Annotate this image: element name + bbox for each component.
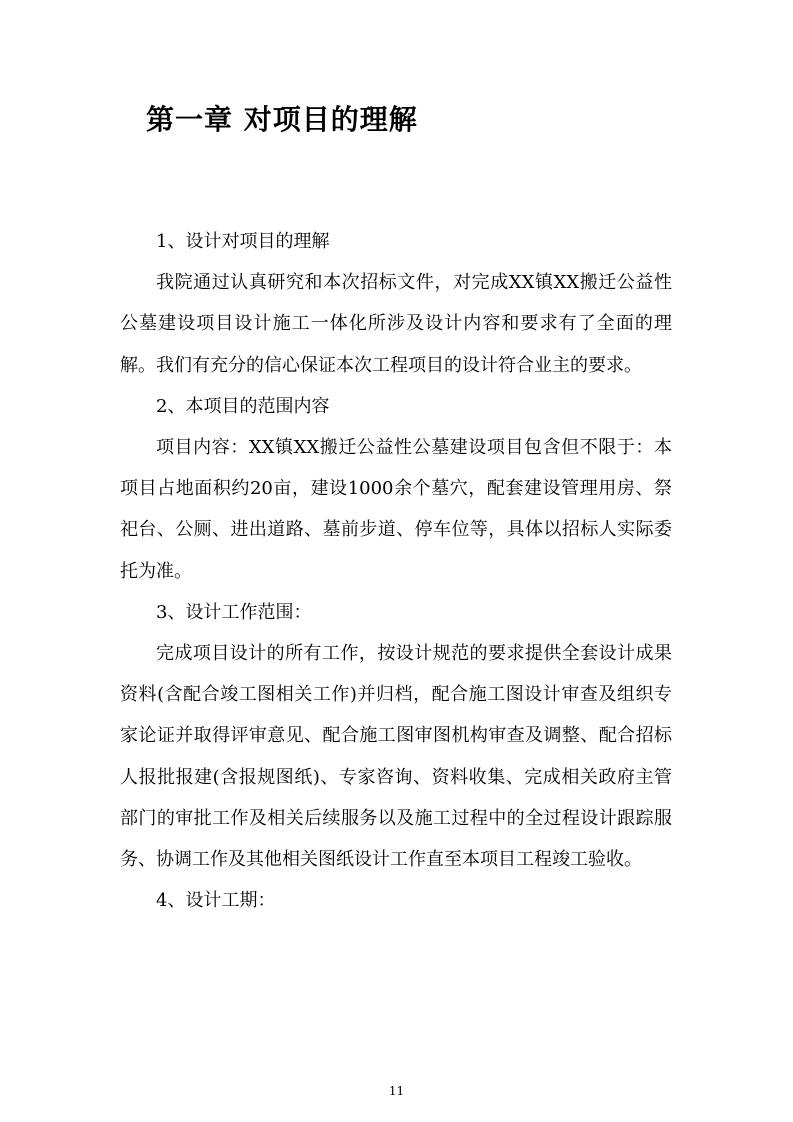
- section-paragraph-design-work-scope: 完成项目设计的所有工作，按设计规范的要求提供全套设计成果资料(含配合竣工图相关工作)并归档，配合施工图设计审查及组织专家论证并取得评审意见、配合施工图审图机构审查及调整、配合招标人报批报建(含报规图纸)、专家咨询、资料收集、完成相关政府主管部门的审批工作及相关后续服务以及施工过程中的全过程设计跟踪服务、协调工作及其他相关图纸设计工作直至本项目工程竣工验收。: [120, 643, 672, 871]
- section-heading-design-schedule: 4、设计工期：: [156, 890, 276, 912]
- section-heading-project-scope: 2、本项目的范围内容: [156, 395, 330, 417]
- chapter-title: 第一章 对项目的理解: [146, 103, 418, 136]
- section-heading-design-understanding: 1、设计对项目的理解: [156, 231, 330, 252]
- page-number: 11: [388, 1084, 405, 1098]
- section-heading-design-work-scope: 3、设计工作范围：: [156, 601, 312, 623]
- section-paragraph-project-scope: 项目内容：XX镇XX搬迁公益性公墓建设项目包含但不限于：本项目占地面积约20亩，建设1000余个墓穴，配套建设管理用房、祭祀台、公厕、进出道路、墓前步道、停车位等，具体以招标人实际委托为准。: [120, 437, 672, 582]
- document-body: [120, 221, 672, 921]
- section-paragraph-design-understanding: 我院通过认真研究和本次招标文件，对完成XX镇XX搬迁公益性公墓建设项目设计施工一体化所涉及设计内容和要求有了全面的理解。我们有充分的信心保证本次工程项目的设计符合业主的要求。: [120, 272, 672, 376]
